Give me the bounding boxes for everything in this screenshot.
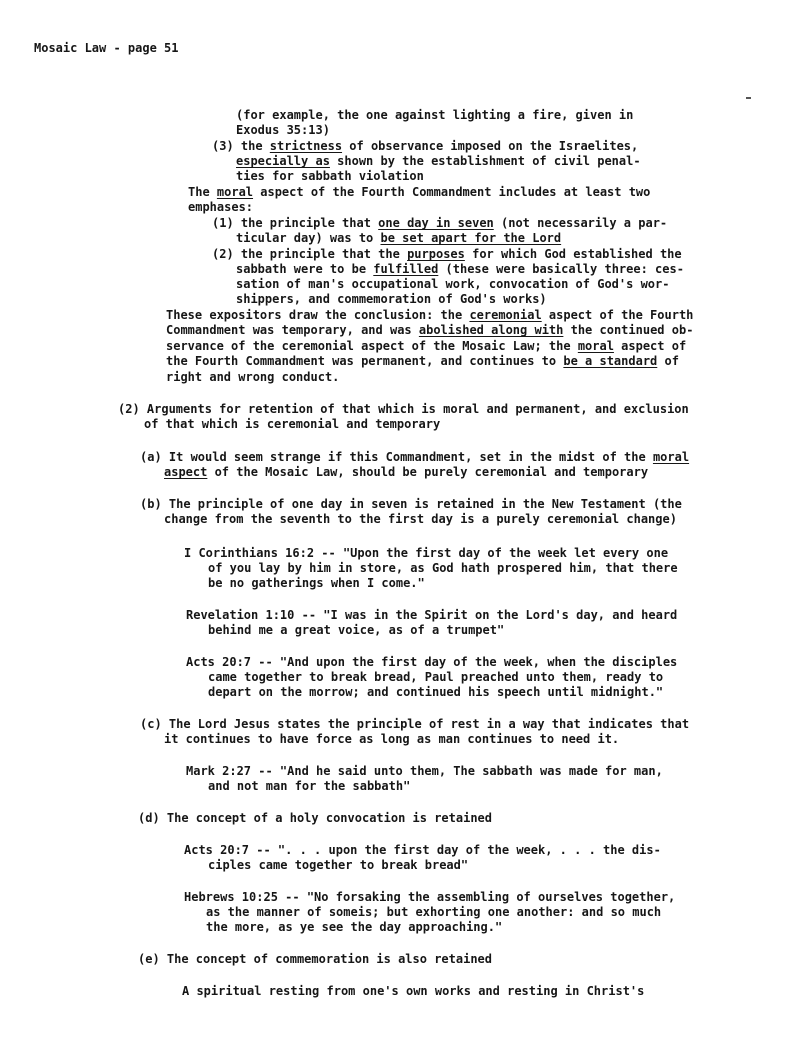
text-segment: of you lay by him in store, as God hath prospered him, that there xyxy=(208,561,678,575)
text-line xyxy=(236,154,641,169)
text-segment: Mark 2:27 -- "And he said unto them, The sabbath was made for man, xyxy=(186,764,663,778)
text-line xyxy=(188,185,650,200)
text-line xyxy=(118,402,689,417)
text-segment: (d) The concept of a holy convocation is retained xyxy=(138,811,493,825)
text-segment: it continues to have force as long as man continues to need it. xyxy=(164,732,620,746)
underlined-text: moral xyxy=(577,339,614,353)
text-segment: and not man for the sabbath" xyxy=(208,779,411,793)
text-line xyxy=(208,623,504,638)
underlined-text: be a standard xyxy=(563,354,658,368)
underlined-text: fulfilled xyxy=(373,262,439,276)
text-segment: Revelation 1:10 -- "I was in the Spirit on the Lord's day, and heard xyxy=(186,608,678,622)
text-segment: These expositors draw the conclusion: the xyxy=(166,308,470,322)
text-segment: (for example, the one against lighting a fire, given in xyxy=(236,108,634,122)
text-line xyxy=(212,247,682,262)
text-segment: the more, as ye see the day approaching." xyxy=(206,920,503,934)
text-segment: aspect of the Fourth xyxy=(541,308,694,322)
text-line xyxy=(166,308,693,323)
text-segment: Acts 20:7 -- "And upon the first day of the week, when the disciples xyxy=(186,655,678,669)
underlined-text: moral xyxy=(652,450,690,464)
text-line xyxy=(166,370,339,385)
text-segment: of xyxy=(657,354,679,368)
underlined-text: especially as xyxy=(236,154,330,168)
text-segment: be no gatherings when I come." xyxy=(208,576,425,590)
text-line xyxy=(164,512,677,527)
text-line xyxy=(236,292,547,307)
text-line xyxy=(206,905,661,920)
text-line xyxy=(144,417,440,432)
text-line xyxy=(138,952,492,967)
text-line xyxy=(138,811,492,826)
text-segment: the continued ob- xyxy=(563,323,694,337)
text-segment: Acts 20:7 -- ". . . upon the first day of the week, . . . the dis- xyxy=(184,843,661,857)
text-segment: of the Mosaic Law, should be purely ceremonial and temporary xyxy=(207,465,649,479)
text-line xyxy=(186,608,677,623)
text-line xyxy=(166,323,693,338)
text-segment: (c) The Lord Jesus states the principle of rest in a way that indicates that xyxy=(140,717,690,731)
text-line xyxy=(208,858,468,873)
text-segment: of observance imposed on the Israelites, xyxy=(342,139,639,153)
underlined-text: aspect xyxy=(164,465,208,479)
text-segment: right and wrong conduct. xyxy=(166,370,340,384)
text-line xyxy=(184,843,661,858)
text-segment: behind me a great voice, as of a trumpet" xyxy=(208,623,505,637)
text-segment: for which God established the xyxy=(464,247,682,261)
text-segment: ties for sabbath violation xyxy=(236,169,424,183)
text-line xyxy=(206,920,502,935)
text-segment: Hebrews 10:25 -- "No forsaking the assembling of ourselves together, xyxy=(184,890,676,904)
stray-mark xyxy=(746,97,751,99)
page-header: Mosaic Law - page 51 xyxy=(34,41,179,55)
text-segment: servance of the ceremonial aspect of the Mosaic Law; the xyxy=(166,339,578,353)
text-line xyxy=(140,450,689,465)
text-line xyxy=(236,277,669,292)
text-segment: (b) The principle of one day in seven is retained in the New Testament (the xyxy=(140,497,682,511)
text-line xyxy=(166,354,679,369)
text-line xyxy=(184,546,668,561)
text-segment: (1) the principle that xyxy=(212,216,379,230)
text-line xyxy=(186,655,677,670)
underlined-text: strictness xyxy=(269,139,343,153)
text-line xyxy=(140,717,689,732)
text-segment: The xyxy=(188,185,217,199)
text-line xyxy=(166,339,686,354)
text-line xyxy=(236,262,684,277)
underlined-text: one day in seven xyxy=(378,216,494,230)
underlined-text: be set apart for the Lord xyxy=(380,231,562,245)
text-segment: Exodus 35:13) xyxy=(236,123,330,137)
text-segment: I Corinthians 16:2 -- "Upon the first day of the week let every one xyxy=(184,546,669,560)
underlined-text: purposes xyxy=(407,247,465,261)
text-segment: (these were basically three: ces- xyxy=(438,262,684,276)
text-segment: sabbath were to be xyxy=(236,262,374,276)
text-line xyxy=(208,561,678,576)
text-line xyxy=(164,732,619,747)
underlined-text: abolished along with xyxy=(418,323,564,337)
text-segment: as the manner of someis; but exhorting one another: and so much xyxy=(206,905,662,919)
text-line xyxy=(208,685,663,700)
text-segment: sation of man's occupational work, convocation of God's wor- xyxy=(236,277,670,291)
text-segment: (a) It would seem strange if this Commandment, set in the midst of the xyxy=(140,450,653,464)
text-line xyxy=(182,984,644,999)
text-line xyxy=(208,779,410,794)
text-segment: change from the seventh to the first day is a purely ceremonial change) xyxy=(164,512,677,526)
text-line xyxy=(236,123,330,138)
text-line xyxy=(186,764,663,779)
text-line xyxy=(236,108,633,123)
text-line xyxy=(184,890,675,905)
text-segment: shown by the establishment of civil penal- xyxy=(329,154,641,168)
text-line xyxy=(212,216,667,231)
text-segment: (2) Arguments for retention of that which is moral and permanent, and exclusion xyxy=(118,402,689,416)
text-segment: came together to break bread, Paul preached unto them, ready to xyxy=(208,670,664,684)
text-line xyxy=(164,465,648,480)
text-segment: aspect of xyxy=(613,339,687,353)
text-segment: aspect of the Fourth Commandment includes at least two xyxy=(253,185,651,199)
underlined-text: ceremonial xyxy=(469,308,542,322)
text-segment: (not necessarily a par- xyxy=(493,216,668,230)
underlined-text: moral xyxy=(216,185,254,199)
text-segment: ciples came together to break bread" xyxy=(208,858,469,872)
text-line xyxy=(188,200,253,215)
text-line xyxy=(208,670,663,685)
text-line xyxy=(212,139,638,154)
text-segment: Commandment was temporary, and was xyxy=(166,323,419,337)
text-line xyxy=(140,497,682,512)
text-line xyxy=(236,231,561,246)
text-line xyxy=(236,169,424,184)
text-segment: depart on the morrow; and continued his speech until midnight." xyxy=(208,685,664,699)
text-segment: ticular day) was to xyxy=(236,231,381,245)
text-segment: (3) the xyxy=(212,139,270,153)
text-segment: of that which is ceremonial and temporary xyxy=(144,417,441,431)
text-segment: (2) the principle that the xyxy=(212,247,408,261)
text-segment: A spiritual resting from one's own works and resting in Christ's xyxy=(182,984,645,998)
text-line xyxy=(208,576,425,591)
text-segment: (e) The concept of commemoration is also retained xyxy=(138,952,493,966)
text-segment: the Fourth Commandment was permanent, and continues to xyxy=(166,354,564,368)
text-segment: emphases: xyxy=(188,200,254,214)
text-segment: shippers, and commemoration of God's works) xyxy=(236,292,547,306)
